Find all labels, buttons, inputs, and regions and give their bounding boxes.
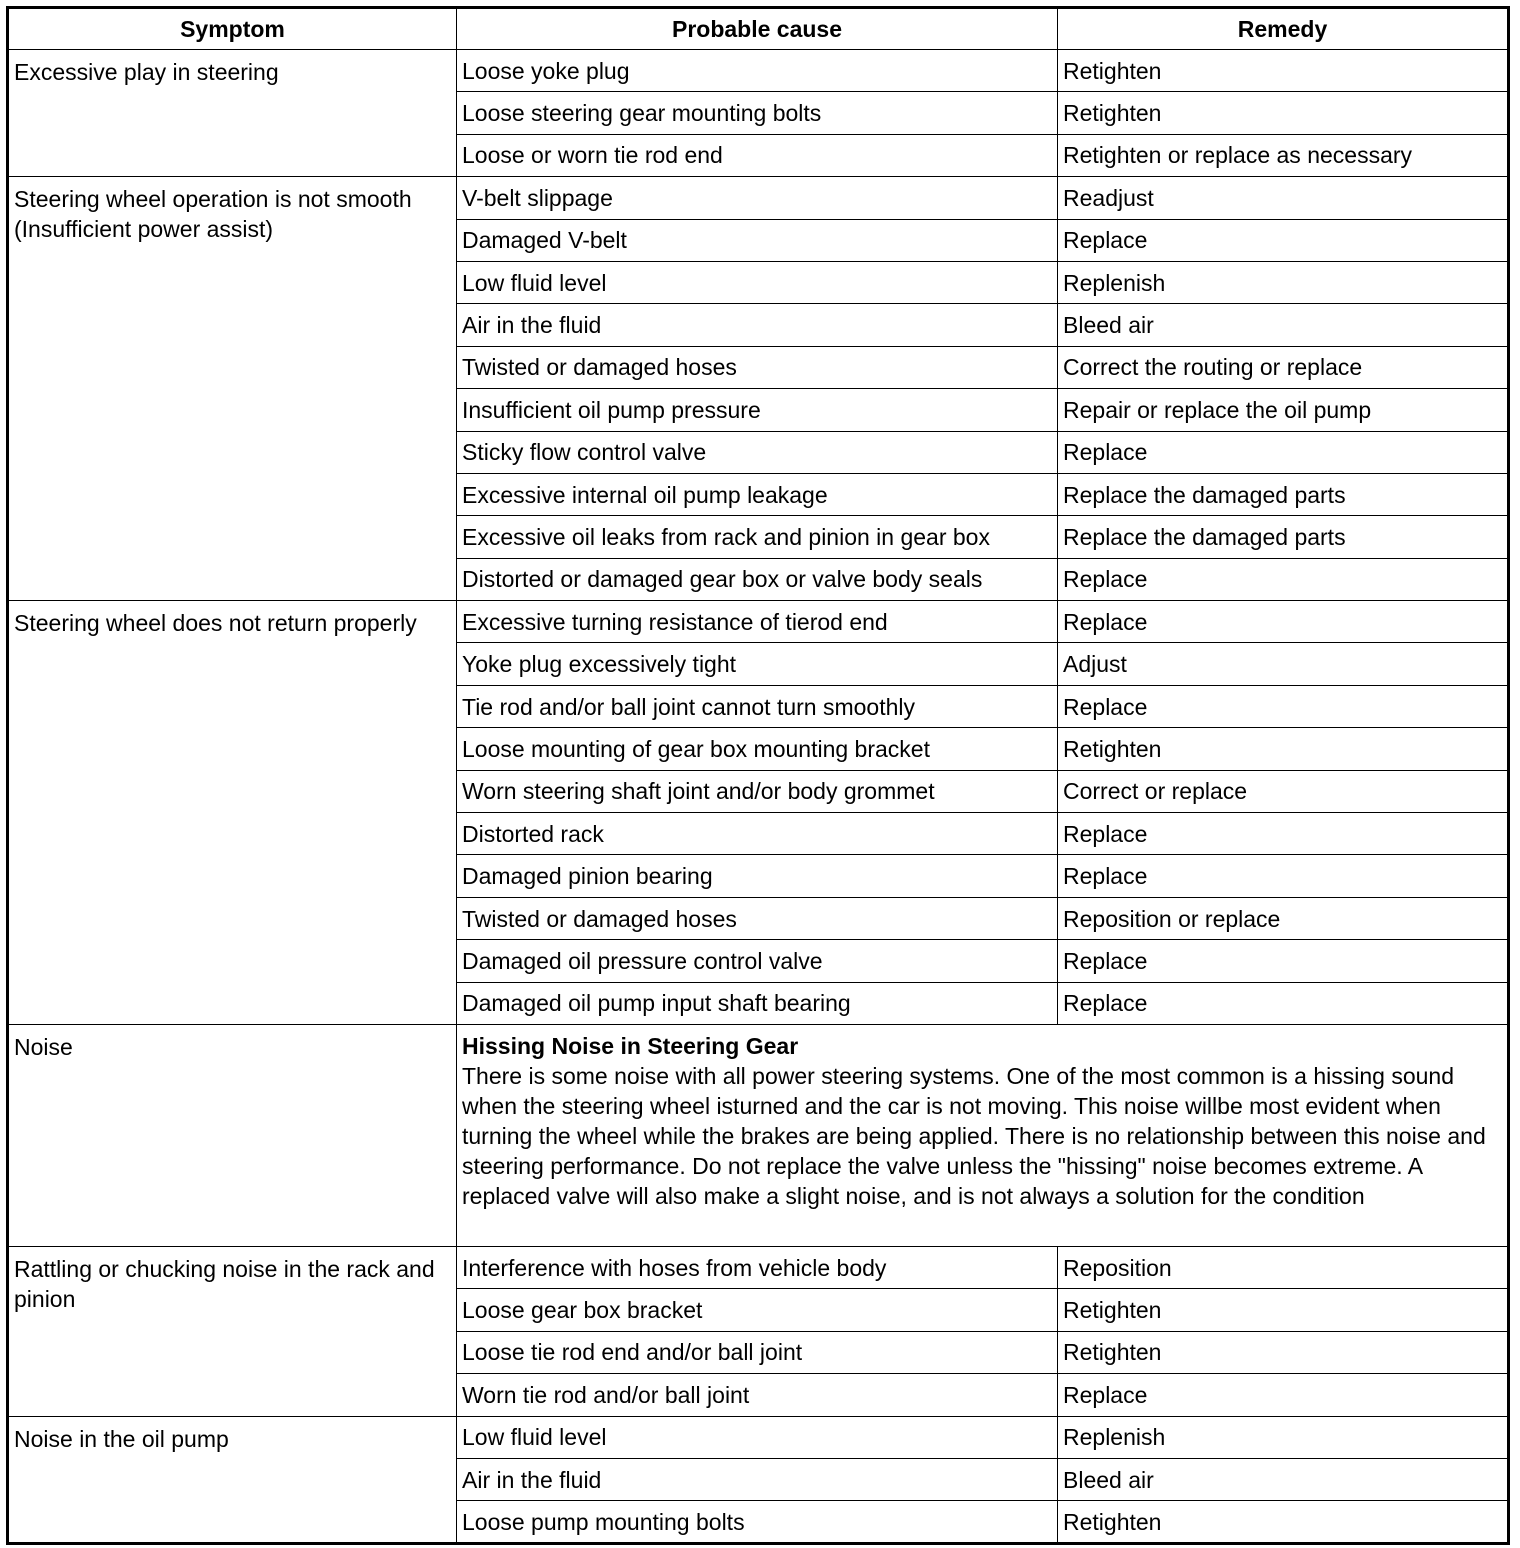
remedy-cell: Replenish	[1058, 1416, 1509, 1458]
table-row	[8, 177, 1509, 219]
remedy-cell: Retighten	[1058, 728, 1509, 770]
remedy-cell: Replace the damaged parts	[1058, 516, 1509, 558]
cause-cell: Tie rod and/or ball joint cannot turn smoothly	[457, 685, 1058, 727]
cause-cell: Loose gear box bracket	[457, 1289, 1058, 1331]
cause-cell: Twisted or damaged hoses	[457, 897, 1058, 939]
cause-cell: Excessive oil leaks from rack and pinion in gear box	[457, 516, 1058, 558]
remedy-cell: Replace	[1058, 813, 1509, 855]
remedy-cell: Readjust	[1058, 177, 1509, 219]
cause-cell: Interference with hoses from vehicle body	[457, 1246, 1058, 1288]
cause-cell: Low fluid level	[457, 1416, 1058, 1458]
remedy-cell: Reposition	[1058, 1246, 1509, 1288]
cause-cell: Insufficient oil pump pressure	[457, 389, 1058, 431]
remedy-cell: Replenish	[1058, 261, 1509, 303]
remedy-cell: Repair or replace the oil pump	[1058, 389, 1509, 431]
remedy-cell: Replace	[1058, 685, 1509, 727]
cause-cell: Damaged oil pressure control valve	[457, 940, 1058, 982]
table-row	[8, 601, 1509, 643]
cause-cell: Loose yoke plug	[457, 50, 1058, 92]
cause-cell: Twisted or damaged hoses	[457, 346, 1058, 388]
table-body-main	[8, 50, 1509, 1025]
symptom-cell: Noise in the oil pump	[8, 1416, 457, 1543]
cause-cell: Air in the fluid	[457, 304, 1058, 346]
remedy-cell: Replace	[1058, 940, 1509, 982]
remedy-cell: Bleed air	[1058, 304, 1509, 346]
remedy-cell: Reposition or replace	[1058, 897, 1509, 939]
header-probable-cause: Probable cause	[457, 8, 1058, 50]
remedy-cell: Correct the routing or replace	[1058, 346, 1509, 388]
cause-cell: Damaged V-belt	[457, 219, 1058, 261]
remedy-cell: Retighten or replace as necessary	[1058, 134, 1509, 176]
symptom-cell: Steering wheel does not return properly	[8, 601, 457, 1025]
cause-cell: Loose tie rod end and/or ball joint	[457, 1331, 1058, 1373]
troubleshooting-table	[6, 6, 1510, 1545]
remedy-cell: Bleed air	[1058, 1458, 1509, 1500]
header-row	[8, 8, 1509, 50]
header-symptom: Symptom	[8, 8, 457, 50]
remedy-cell: Replace	[1058, 855, 1509, 897]
symptom-cell: Rattling or chucking noise in the rack and pinion	[8, 1246, 457, 1416]
symptom-cell: Steering wheel operation is not smooth (Insufficient power assist)	[8, 177, 457, 601]
table-row	[8, 50, 1509, 92]
cause-cell: Low fluid level	[457, 261, 1058, 303]
remedy-cell: Replace	[1058, 601, 1509, 643]
noise-note-title: Hissing Noise in Steering Gear	[462, 1032, 799, 1059]
cause-cell: Excessive internal oil pump leakage	[457, 473, 1058, 515]
cause-cell: Air in the fluid	[457, 1458, 1058, 1500]
remedy-cell: Adjust	[1058, 643, 1509, 685]
cause-cell: Sticky flow control valve	[457, 431, 1058, 473]
table-body-tail	[8, 1246, 1509, 1543]
remedy-cell: Replace	[1058, 219, 1509, 261]
cause-cell: Loose pump mounting bolts	[457, 1501, 1058, 1543]
symptom-cell: Noise	[8, 1024, 457, 1246]
cause-cell: Worn tie rod and/or ball joint	[457, 1374, 1058, 1416]
noise-row	[8, 1024, 1509, 1246]
remedy-cell: Retighten	[1058, 50, 1509, 92]
symptom-cell: Excessive play in steering	[8, 50, 457, 177]
remedy-cell: Replace	[1058, 558, 1509, 600]
remedy-cell: Correct or replace	[1058, 770, 1509, 812]
table-row	[8, 1246, 1509, 1288]
table-body-noise	[8, 1024, 1509, 1246]
cause-cell: Worn steering shaft joint and/or body grommet	[457, 770, 1058, 812]
cause-cell: Excessive turning resistance of tierod end	[457, 601, 1058, 643]
remedy-cell: Retighten	[1058, 1289, 1509, 1331]
remedy-cell: Replace	[1058, 982, 1509, 1024]
table-row	[8, 1416, 1509, 1458]
remedy-cell: Retighten	[1058, 92, 1509, 134]
noise-note-text: There is some noise with all power steering systems. One of the most common is a hissing sound when the steering wheel isturned and the car is not moving. This noise willbe most evident when turning the wheel while the brakes are being applied. There is no relationship between this noise and steering performance. Do not replace the valve unless the "hissing" noise becomes extreme. A replaced valve will also make a slight noise, and is not always a solution for the condition	[462, 1062, 1486, 1209]
cause-cell: Loose mounting of gear box mounting bracket	[457, 728, 1058, 770]
cause-cell: Loose or worn tie rod end	[457, 134, 1058, 176]
cause-cell: V-belt slippage	[457, 177, 1058, 219]
cause-cell: Distorted or damaged gear box or valve body seals	[457, 558, 1058, 600]
header-remedy: Remedy	[1058, 8, 1509, 50]
remedy-cell: Retighten	[1058, 1331, 1509, 1373]
remedy-cell: Replace the damaged parts	[1058, 473, 1509, 515]
cause-cell: Yoke plug excessively tight	[457, 643, 1058, 685]
cause-cell: Distorted rack	[457, 813, 1058, 855]
remedy-cell: Retighten	[1058, 1501, 1509, 1543]
cause-cell: Damaged pinion bearing	[457, 855, 1058, 897]
remedy-cell: Replace	[1058, 1374, 1509, 1416]
remedy-cell: Replace	[1058, 431, 1509, 473]
cause-cell: Damaged oil pump input shaft bearing	[457, 982, 1058, 1024]
noise-note-cell	[457, 1024, 1509, 1246]
cause-cell: Loose steering gear mounting bolts	[457, 92, 1058, 134]
